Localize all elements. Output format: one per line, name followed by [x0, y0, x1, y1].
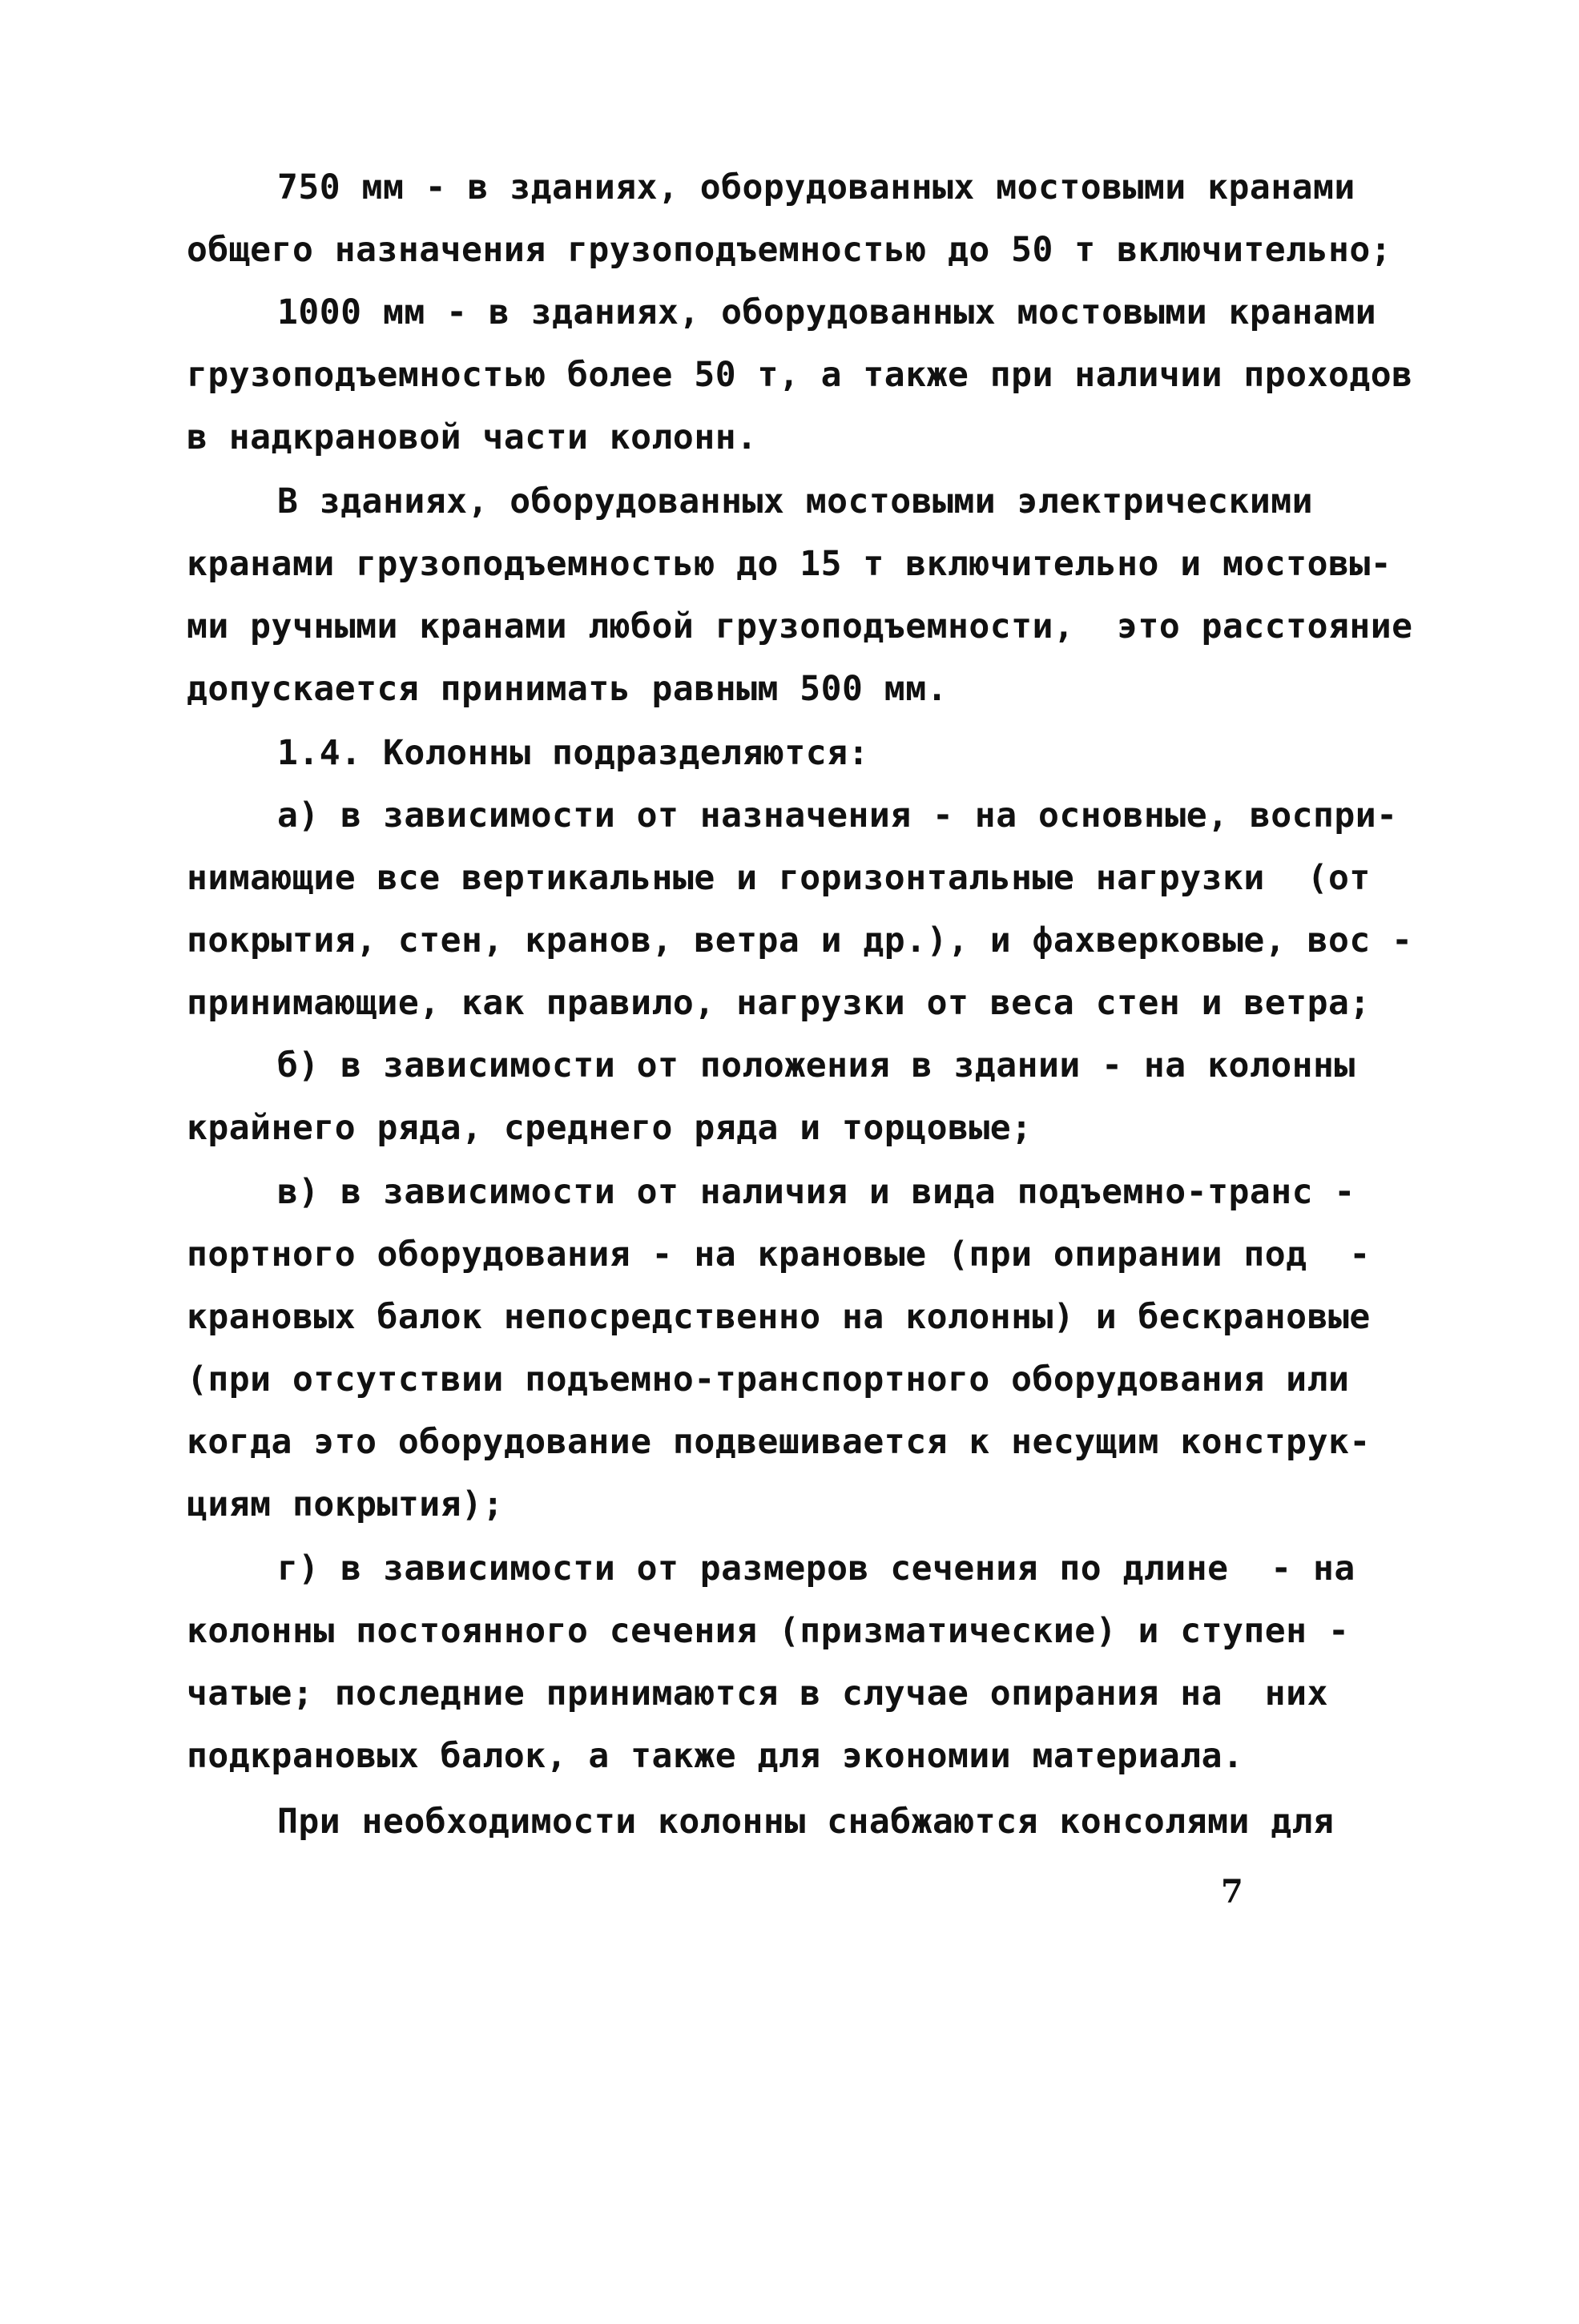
text-line: портного оборудования - на крановые (при опирании под -: [187, 1234, 1371, 1275]
text-line: кранами грузоподъемностью до 15 т включительно и мостовы-: [187, 544, 1392, 584]
text-line: 1000 мм - в зданиях, оборудованных мостовыми кранами: [277, 292, 1377, 332]
text-line: допускается принимать равным 500 мм.: [187, 669, 948, 709]
text-line: в) в зависимости от наличия и вида подъемно-транс -: [277, 1172, 1355, 1212]
text-line: 750 мм - в зданиях, оборудованных мостовыми кранами: [277, 167, 1355, 207]
text-line: В зданиях, оборудованных мостовыми электрическими: [277, 481, 1314, 522]
text-line: подкрановых балок, а также для экономии материала.: [187, 1736, 1244, 1776]
section-heading: 1.4. Колонны подразделяются:: [277, 733, 869, 773]
text-line: чатые; последние принимаются в случае опирания на них: [187, 1674, 1328, 1714]
text-line: грузоподъемностью более 50 т, а также при наличии проходов: [187, 355, 1413, 395]
text-line: крановых балок непосредственно на колонны) и бескрановые: [187, 1297, 1371, 1337]
text-line: принимающие, как правило, нагрузки от веса стен и ветра;: [187, 983, 1371, 1023]
text-line: циям покрытия);: [187, 1484, 504, 1524]
text-line: г) в зависимости от размеров сечения по длине - на: [277, 1549, 1355, 1589]
text-line: покрытия, стен, кранов, ветра и др.), и фахверковые, вос -: [187, 920, 1413, 961]
text-line: крайнего ряда, среднего ряда и торцовые;: [187, 1108, 1033, 1148]
text-line: общего назначения грузоподъемностью до 50 т включительно;: [187, 230, 1392, 270]
text-line: нимающие все вертикальные и горизонтальные нагрузки (от: [187, 858, 1371, 898]
text-line: колонны постоянного сечения (призматические) и ступен -: [187, 1611, 1350, 1651]
text-line: ми ручными кранами любой грузоподъемности, это расстояние: [187, 606, 1413, 646]
text-line: б) в зависимости от положения в здании - на колонны: [277, 1045, 1355, 1085]
text-line: При необходимости колонны снабжаются консолями для: [277, 1802, 1335, 1842]
page-number: 7: [1221, 1873, 1243, 1911]
text-line: (при отсутствии подъемно-транспортного оборудования или: [187, 1359, 1350, 1400]
text-line: а) в зависимости от назначения - на основные, воспри-: [277, 795, 1398, 836]
text-line: когда это оборудование подвешивается к несущим конструк-: [187, 1422, 1371, 1462]
text-line: в надкрановой части колонн.: [187, 417, 758, 457]
